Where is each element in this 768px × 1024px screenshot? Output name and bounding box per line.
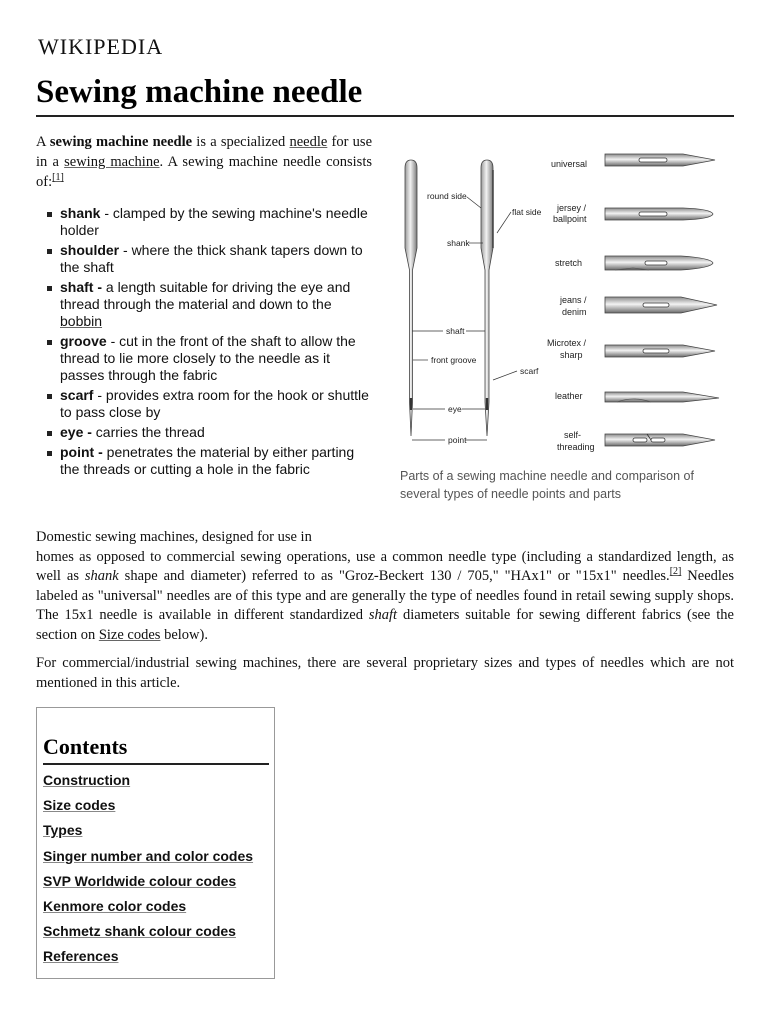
wikipedia-logo[interactable]: WIKIPEDIA — [38, 34, 164, 59]
toc-divider — [43, 763, 269, 765]
table-of-contents — [36, 707, 275, 979]
list-item — [44, 387, 374, 421]
para1-text-5: diameters suitable for sewing different fabrics (see the section on — [36, 607, 734, 643]
part-term: scarf — [60, 387, 94, 403]
part-term: shank — [60, 205, 101, 221]
toc-title: Contents — [43, 734, 128, 759]
round-side-needle — [405, 160, 417, 436]
type-threading: threading — [557, 442, 595, 452]
needle-link[interactable]: needle — [289, 134, 328, 150]
type-denim: denim — [562, 307, 587, 317]
para1-text-6: below). — [160, 626, 208, 643]
list-item — [44, 444, 374, 478]
intro-prefix: A — [36, 134, 50, 150]
needle-figure — [393, 140, 733, 510]
type-self: self- — [564, 430, 582, 440]
shank-emphasis: shank — [84, 568, 119, 584]
list-item — [44, 242, 374, 276]
flat-side-needle — [481, 160, 493, 436]
jeans-needle-tip — [605, 297, 717, 313]
shaft-emphasis: shaft — [368, 607, 398, 623]
intro-paragraph — [36, 132, 372, 192]
part-description: carries the thread — [91, 424, 205, 440]
label-shank: shank — [447, 238, 470, 248]
list-item — [44, 279, 374, 330]
type-ballpoint: ballpoint — [553, 214, 587, 224]
part-term: point - — [60, 444, 103, 460]
intro-text-2: for use in a — [36, 134, 373, 170]
toc-link-references[interactable]: References — [43, 948, 119, 965]
list-item — [44, 205, 374, 239]
sewing-machine-link[interactable]: sewing machine — [64, 154, 160, 170]
type-stretch: stretch — [555, 258, 583, 268]
leather-needle-tip — [605, 392, 719, 402]
part-term: shoulder — [60, 242, 120, 258]
part-description: - provides extra room for the hook or shuttle to pass close by — [60, 387, 369, 420]
needle-diagram[interactable] — [393, 140, 733, 465]
label-round-side: round side — [427, 191, 467, 201]
label-front-groove: front groove — [431, 355, 477, 365]
size-codes-link[interactable]: Size codes — [98, 626, 161, 643]
toc-link-construction[interactable]: Construction — [43, 772, 131, 788]
part-term: groove — [60, 333, 107, 349]
microtex-needle-tip — [605, 345, 715, 357]
part-description: penetrates the material by either parting the threads or cutting a hole in the fabric — [60, 444, 355, 477]
type-jeans: jeans / — [560, 295, 587, 305]
type-leather: leather — [555, 391, 583, 401]
reference-1-link[interactable]: [1] — [52, 172, 64, 184]
reference-2-link[interactable]: [2] — [669, 566, 682, 578]
toc-link-size-codes[interactable]: Size codes — [43, 797, 116, 814]
list-item — [44, 424, 374, 441]
label-scarf: scarf — [520, 366, 539, 376]
type-microtex: Microtex / — [547, 338, 587, 348]
label-shaft: shaft — [446, 326, 465, 336]
part-term: eye - — [60, 424, 92, 440]
title-divider — [36, 115, 734, 117]
part-description: - where the thick shank tapers down to the shaft — [60, 242, 363, 275]
intro-text-3: . A sewing machine needle consists of: — [36, 154, 372, 190]
page-title: Sewing machine needle — [36, 74, 363, 110]
part-description: a length suitable for driving the eye and thread through the material and down to the — [60, 279, 351, 312]
para1-text-2: homes as opposed to commercial sewing operations, use a common needle type (including a standardized length, as well as — [36, 548, 734, 584]
bobbin-link[interactable]: bobbin — [60, 313, 103, 329]
toc-link-kenmore[interactable]: Kenmore color codes — [43, 897, 187, 914]
list-item — [44, 333, 374, 384]
self-threading-needle-tip — [605, 434, 715, 446]
type-jersey: jersey / — [557, 203, 587, 213]
intro-bold-term: sewing machine needle — [49, 134, 193, 150]
needle-parts-list — [44, 205, 374, 481]
para1-first-line: Domestic sewing machines, designed for use in — [36, 529, 312, 545]
type-universal: universal — [551, 159, 588, 169]
toc-link-svp[interactable]: SVP Worldwide colour codes — [43, 872, 237, 889]
toc-link-types[interactable]: Types — [43, 822, 83, 839]
stretch-needle-tip — [605, 256, 713, 270]
part-description: - cut in the front of the shaft to allow the thread to lie more closely to the needle as it passes through the fabric — [60, 333, 356, 383]
intro-text-1: is a specialized — [192, 134, 290, 150]
figure-caption: Parts of a sewing machine needle and comparison of several types of needle points and parts — [400, 469, 694, 501]
toc-list — [43, 772, 253, 974]
toc-link-schmetz[interactable]: Schmetz shank colour codes — [43, 923, 236, 940]
label-eye: eye — [448, 404, 462, 414]
para1-text-3: shape and diameter) referred to as "Groz-Beckert 130 / 705," "HAx1" or "15x1" needles. — [118, 568, 670, 584]
part-term: shaft - — [60, 279, 102, 295]
para1-text-4: Needles labeled as "universal" needles are of this type and are generally the type of needles found in retail sewing supply shops. The 15x1 needle is available in different standardized — [36, 568, 734, 623]
domestic-paragraph — [36, 528, 734, 645]
type-sharp: sharp — [560, 350, 583, 360]
ballpoint-needle-tip — [605, 208, 713, 220]
part-description: - clamped by the sewing machine's needle holder — [60, 205, 368, 238]
label-point: point — [448, 435, 467, 445]
label-flat-side: flat side — [512, 207, 542, 217]
commercial-paragraph: For commercial/industrial sewing machines, there are several proprietary sizes and types of needles which are not mentioned in this article. — [36, 655, 734, 691]
universal-needle-tip — [605, 154, 715, 166]
toc-link-singer[interactable]: Singer number and color codes — [43, 847, 254, 864]
